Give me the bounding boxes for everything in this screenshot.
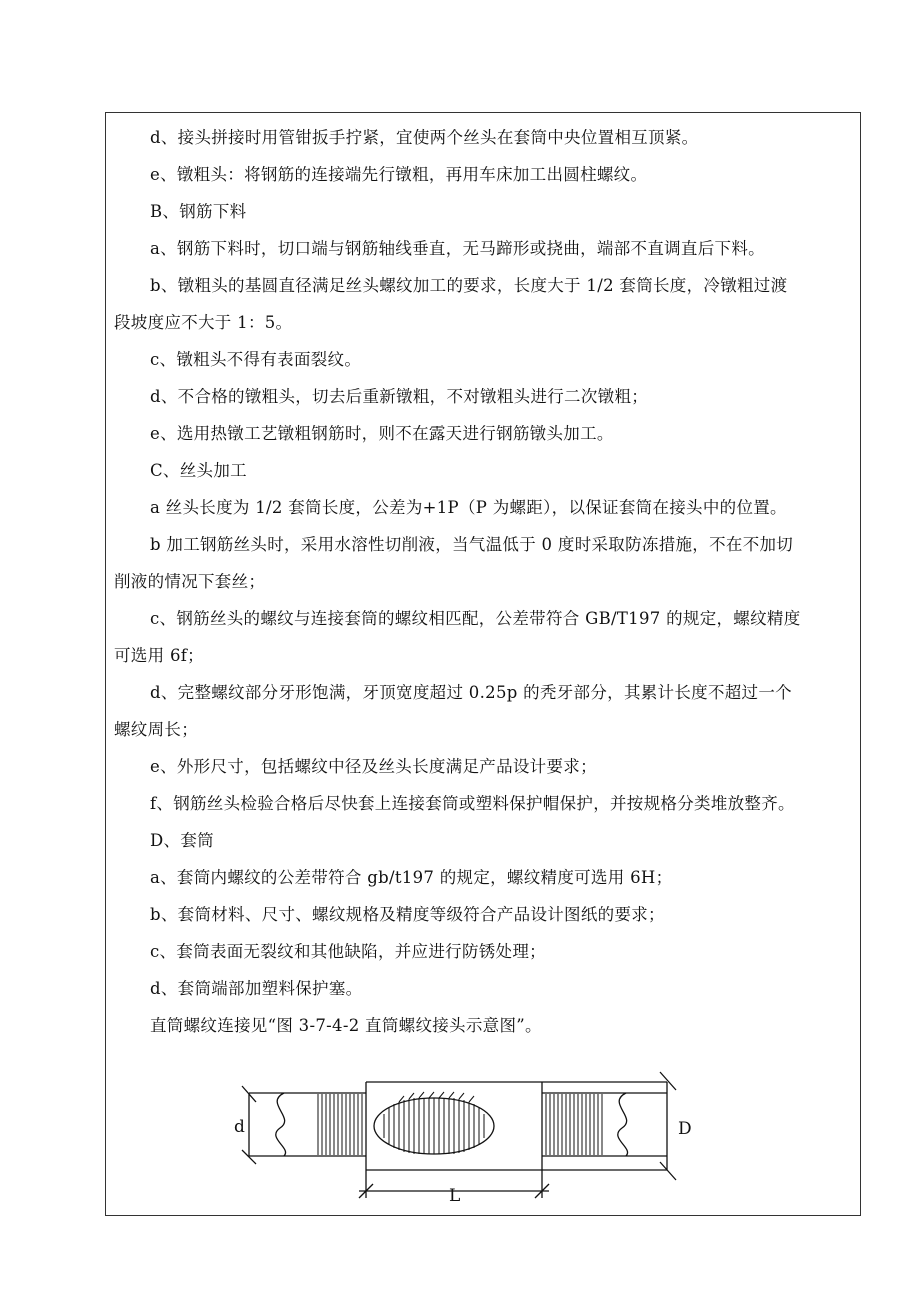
text-line: d、接头拼接时用管钳扳手拧紧，宜使两个丝头在套筒中央位置相互顶紧。 xyxy=(150,128,699,147)
text-line: c、钢筋丝头的螺纹与连接套筒的螺纹相匹配，公差带符合 GB/T197 的规定，螺纹精度 xyxy=(150,609,801,628)
section-heading: D、套筒 xyxy=(150,831,214,850)
section-heading: C、丝头加工 xyxy=(150,461,247,480)
left-break-line xyxy=(276,1093,286,1156)
right-dim-tick-bottom xyxy=(660,1162,676,1180)
text-line: a、套筒内螺纹的公差带符合 gb/t197 的规定，螺纹精度可选用 6H； xyxy=(150,868,673,887)
text-line: a 丝头长度为 1/2 套筒长度，公差为+1P（P 为螺距），以保证套筒在接头中的位置。 xyxy=(150,498,787,517)
figure-reference: 直筒螺纹连接见“图 3-7-4-2 直筒螺纹接头示意图”。 xyxy=(150,1016,542,1035)
label-d: d xyxy=(234,1117,245,1137)
straight-thread-joint-diagram xyxy=(234,1058,692,1206)
text-line: a、钢筋下料时，切口端与钢筋轴线垂直，无马蹄形或挠曲，端部不直调直后下料。 xyxy=(150,239,765,258)
text-line: f、钢筋丝头检验合格后尽快套上连接套筒或塑料保护帽保护，并按规格分类堆放整齐。 xyxy=(150,794,795,813)
text-line: b 加工钢筋丝头时，采用水溶性切削液，当气温低于 0 度时采取防冻措施，不在不加切 xyxy=(150,535,794,554)
left-thread-hatch xyxy=(318,1094,362,1155)
text-line: d、不合格的镦粗头，切去后重新镦粗，不对镦粗头进行二次镦粗； xyxy=(150,387,649,406)
text-line: b、套筒材料、尺寸、螺纹规格及精度等级符合产品设计图纸的要求； xyxy=(150,905,665,924)
label-L: L xyxy=(449,1186,461,1206)
text-line: b、镦粗头的基圆直径满足丝头螺纹加工的要求，长度大于 1/2 套筒长度，冷镦粗过渡 xyxy=(150,276,788,295)
document-frame xyxy=(105,112,861,1216)
text-line: 可选用 6f； xyxy=(114,646,204,665)
joint-diagram-svg xyxy=(234,1058,692,1206)
right-dim-tick-top xyxy=(660,1072,676,1090)
text-line: c、套筒表面无裂纹和其他缺陷，并应进行防锈处理； xyxy=(150,942,546,961)
text-line: 螺纹周长； xyxy=(114,720,198,739)
right-break-line xyxy=(618,1093,628,1156)
text-line: 段坡度应不大于 1：5。 xyxy=(114,313,293,332)
right-thread-hatch xyxy=(546,1094,602,1155)
section-heading: B、钢筋下料 xyxy=(150,202,247,221)
text-line: c、镦粗头不得有表面裂纹。 xyxy=(150,350,362,369)
text-line: d、完整螺纹部分牙形饱满，牙顶宽度超过 0.25p 的秃牙部分，其累计长度不超过一个 xyxy=(150,683,792,702)
text-line: e、选用热镦工艺镦粗钢筋时，则不在露天进行钢筋镦头加工。 xyxy=(150,424,614,443)
center-thread-hatch xyxy=(384,1092,484,1154)
text-line: e、镦粗头：将钢筋的连接端先行镦粗，再用车床加工出圆柱螺纹。 xyxy=(150,165,648,184)
label-D: D xyxy=(678,1119,692,1139)
text-line: e、外形尺寸，包括螺纹中径及丝头长度满足产品设计要求； xyxy=(150,757,597,776)
text-line: 削液的情况下套丝； xyxy=(114,572,266,591)
text-line: d、套筒端部加塑料保护塞。 xyxy=(150,979,363,998)
